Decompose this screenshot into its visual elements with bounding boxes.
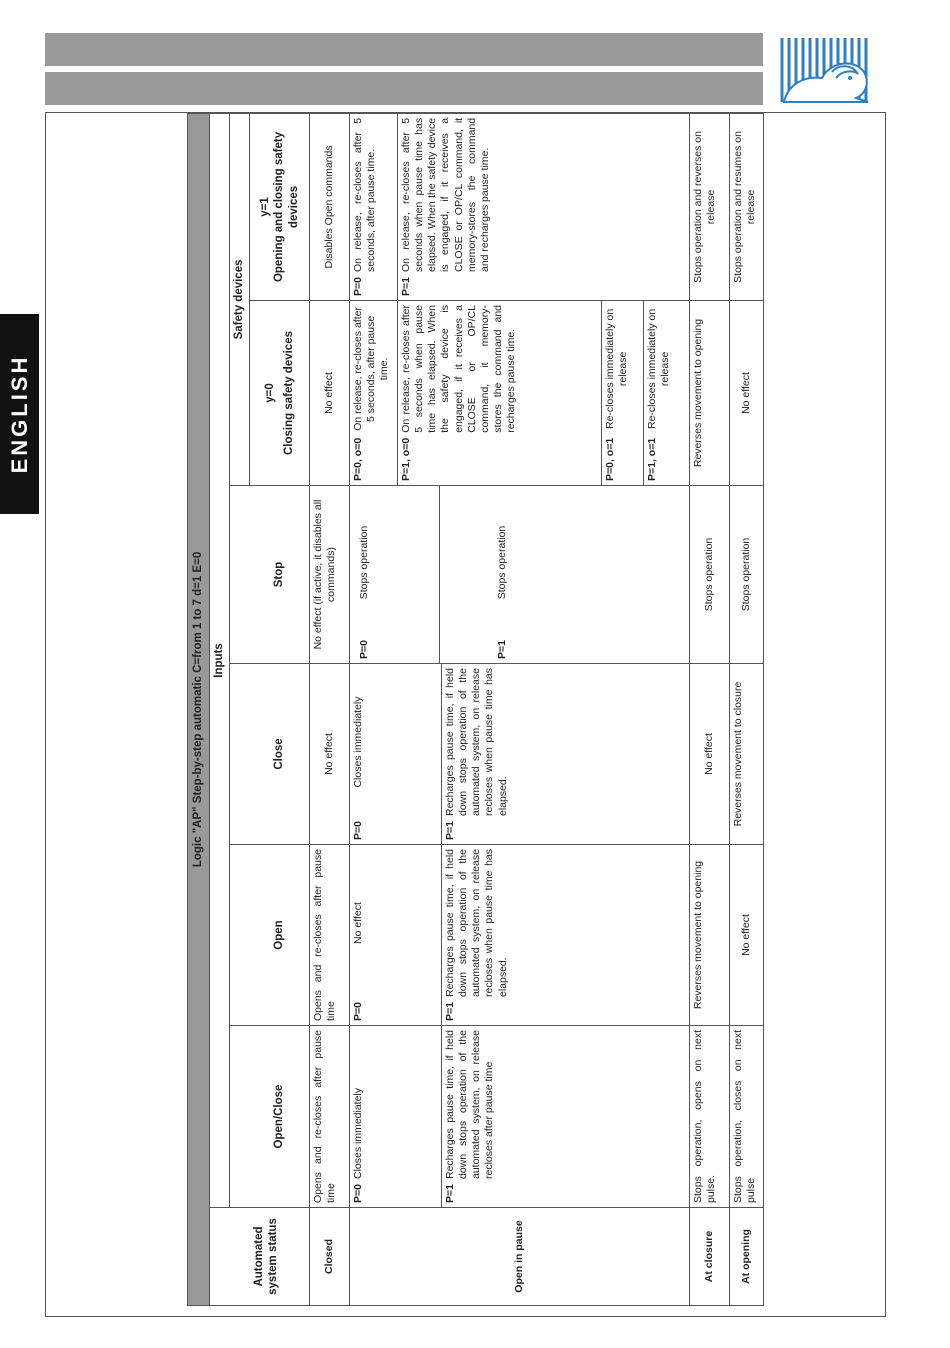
pause-y0-c-val: Re-closes immediately on release bbox=[604, 308, 630, 430]
opening-stop-cell: Stops operation bbox=[730, 486, 764, 664]
pause-stop-p1-val: Stops operation bbox=[496, 525, 508, 600]
pause-open-p0-row bbox=[350, 845, 442, 1025]
closure-y1-cell: Stops operation and reverses on release bbox=[690, 113, 730, 300]
pause-y0-d-row bbox=[644, 301, 686, 485]
pause-oc-p1-row bbox=[442, 1026, 688, 1207]
pause-stop-p1-row bbox=[440, 486, 688, 663]
closure-close-cell: No effect bbox=[690, 664, 730, 845]
language-label: ENGLISH bbox=[7, 354, 32, 474]
y0-header-line1: y=0 bbox=[264, 383, 277, 403]
pause-open-cell bbox=[350, 845, 690, 1026]
header-bar-bottom bbox=[45, 72, 763, 105]
pause-y0-c-row bbox=[602, 301, 644, 485]
status-header-cont bbox=[230, 1208, 250, 1306]
pause-close-p1-key: P=1 bbox=[444, 821, 456, 840]
closure-stop-cell: Stops operation bbox=[690, 486, 730, 664]
pause-stop-p0-val: Stops operation bbox=[358, 525, 370, 600]
pause-oc-p1-key: P=1 bbox=[444, 1184, 456, 1203]
pause-y1-p1-key: P=1 bbox=[400, 277, 412, 296]
pause-y0-b-val: On release, re-closes after 5 seconds when pause time has elapsed. When the safety device is engaged, if it receives a CLOSE or OP/CL command, it memory-stores the command and recharges pause time. bbox=[400, 305, 517, 433]
y0-header-line2: Closing safety devices bbox=[282, 331, 295, 455]
pause-close-p0-val: Closes immediately bbox=[352, 696, 364, 788]
pause-stop-p1-key: P=1 bbox=[496, 640, 508, 659]
closed-y0-cell: No effect bbox=[310, 301, 350, 486]
pause-y0-b-row bbox=[398, 301, 602, 485]
open-header-spacer bbox=[230, 845, 250, 1026]
pause-stop-p0-row bbox=[350, 486, 440, 663]
pause-y0-c-key: P=0, o=1 bbox=[604, 437, 616, 481]
closed-y1-cell: Disables Open commands bbox=[310, 113, 350, 300]
pause-y1-p1-row bbox=[398, 114, 688, 300]
y0-column-header bbox=[250, 301, 310, 486]
pause-open-p1-val: Recharges pause time, if held down stops operation of the automated system, on release recloses when pause time has elapsed. bbox=[444, 849, 509, 998]
pause-stop-p0-key: P=0 bbox=[358, 640, 370, 659]
pause-oc-p0-val: Closes immediately bbox=[352, 1087, 364, 1180]
status-column-header: Automated system status bbox=[250, 1208, 310, 1306]
safety-group-header: Safety devices bbox=[230, 113, 250, 485]
status-header-spacer bbox=[210, 1208, 230, 1306]
pause-stop-cell bbox=[350, 486, 690, 664]
stop-column-header: Stop bbox=[250, 486, 310, 664]
pause-y1-p0-val: On release, re-closes after 5 seconds, after pause time. bbox=[352, 117, 378, 273]
logic-table bbox=[187, 113, 764, 1306]
pause-y0-a-row bbox=[350, 301, 398, 485]
opening-y0-cell: No effect bbox=[730, 301, 764, 486]
status-open-in-pause: Open in pause bbox=[350, 1208, 690, 1306]
pause-open-p0-key: P=0 bbox=[352, 1002, 364, 1021]
close-column-header: Close bbox=[250, 664, 310, 845]
closed-stop-cell: No effect (if active, it disables all commands) bbox=[310, 486, 350, 664]
pause-open-p1-key: P=1 bbox=[444, 1002, 456, 1021]
closed-open-close-cell: Opens and re-closes after pause time bbox=[310, 1026, 350, 1208]
closure-open-close-cell: Stops operation, opens on next pulse. bbox=[690, 1026, 730, 1208]
opening-open-close-cell: Stops operation, closes on next pulse bbox=[730, 1026, 764, 1208]
opening-y1-cell: Stops operation and resumes on release bbox=[730, 113, 764, 300]
pause-y0-a-val: On release, re-closes after 5 seconds, after pause time. bbox=[352, 307, 391, 431]
open-column-header: Open bbox=[250, 845, 310, 1026]
table-title: Logic "AP" Step-by-step automatic C=from 1 to 7 d=1 E=0 bbox=[188, 113, 210, 1305]
pause-close-p0-row bbox=[350, 664, 442, 844]
closed-open-cell: Opens and re-closes after pause time bbox=[310, 845, 350, 1026]
open-close-column-header: Open/Close bbox=[250, 1026, 310, 1208]
pause-y1-p0-key: P=0 bbox=[352, 277, 364, 296]
lion-logo-icon bbox=[776, 32, 873, 108]
closure-open-cell: Reverses movement to opening bbox=[690, 845, 730, 1026]
header-bar-top bbox=[45, 33, 763, 66]
status-closed: Closed bbox=[310, 1208, 350, 1306]
stop-header-spacer bbox=[230, 486, 250, 664]
pause-oc-p0-key: P=0 bbox=[352, 1184, 364, 1203]
opening-close-cell: Reverses movement to closure bbox=[730, 664, 764, 845]
pause-oc-p1-val: Recharges pause time, if held down stops operation of the automated system, on release recloses after pause time bbox=[444, 1030, 496, 1180]
inputs-group-header: Inputs bbox=[210, 113, 230, 1207]
close-header-spacer bbox=[230, 664, 250, 845]
pause-y0-a-key: P=0, o=0 bbox=[352, 437, 364, 481]
closed-close-cell: No effect bbox=[310, 664, 350, 845]
y1-header-line1: y=1 bbox=[258, 197, 271, 217]
pause-open-p1-row bbox=[442, 845, 688, 1025]
pause-y0-cell bbox=[350, 301, 690, 486]
pause-y1-cell bbox=[350, 113, 690, 300]
pause-open-p0-val: No effect bbox=[352, 902, 364, 944]
pause-open-close-cell bbox=[350, 1026, 690, 1208]
status-at-closure: At closure bbox=[690, 1208, 730, 1306]
pause-close-p1-row bbox=[442, 664, 688, 844]
pause-y0-b-key: P=1, o=0 bbox=[400, 437, 412, 481]
status-at-opening: At opening bbox=[730, 1208, 764, 1306]
y1-header-line2: Opening and closing safety devices bbox=[273, 131, 300, 283]
pause-close-p1-val: Recharges pause time, if held down stops operation of the automated system, on release recloses when pause time has elapsed. bbox=[444, 668, 509, 817]
logic-table-container bbox=[187, 114, 763, 1306]
pause-y1-p1-val: On release, re-closes after 5 seconds when pause time has elapsed. When the safety device is engaged, if it receives a CLOSE or OP/CL command, it memory-stores the command and recharges pause time. bbox=[400, 117, 491, 273]
pause-y0-d-key: P=1, o=1 bbox=[646, 437, 658, 481]
opening-open-cell: No effect bbox=[730, 845, 764, 1026]
closure-y0-cell: Reverses movement to opening bbox=[690, 301, 730, 486]
pause-close-cell bbox=[350, 664, 690, 845]
pause-y0-d-val: Re-closes immediately on release bbox=[646, 308, 672, 430]
pause-oc-p0-row bbox=[350, 1026, 442, 1207]
y1-column-header bbox=[250, 113, 310, 300]
pause-close-p0-key: P=0 bbox=[352, 821, 364, 840]
oc-header-spacer bbox=[230, 1026, 250, 1208]
pause-y1-p0-row bbox=[350, 114, 398, 300]
